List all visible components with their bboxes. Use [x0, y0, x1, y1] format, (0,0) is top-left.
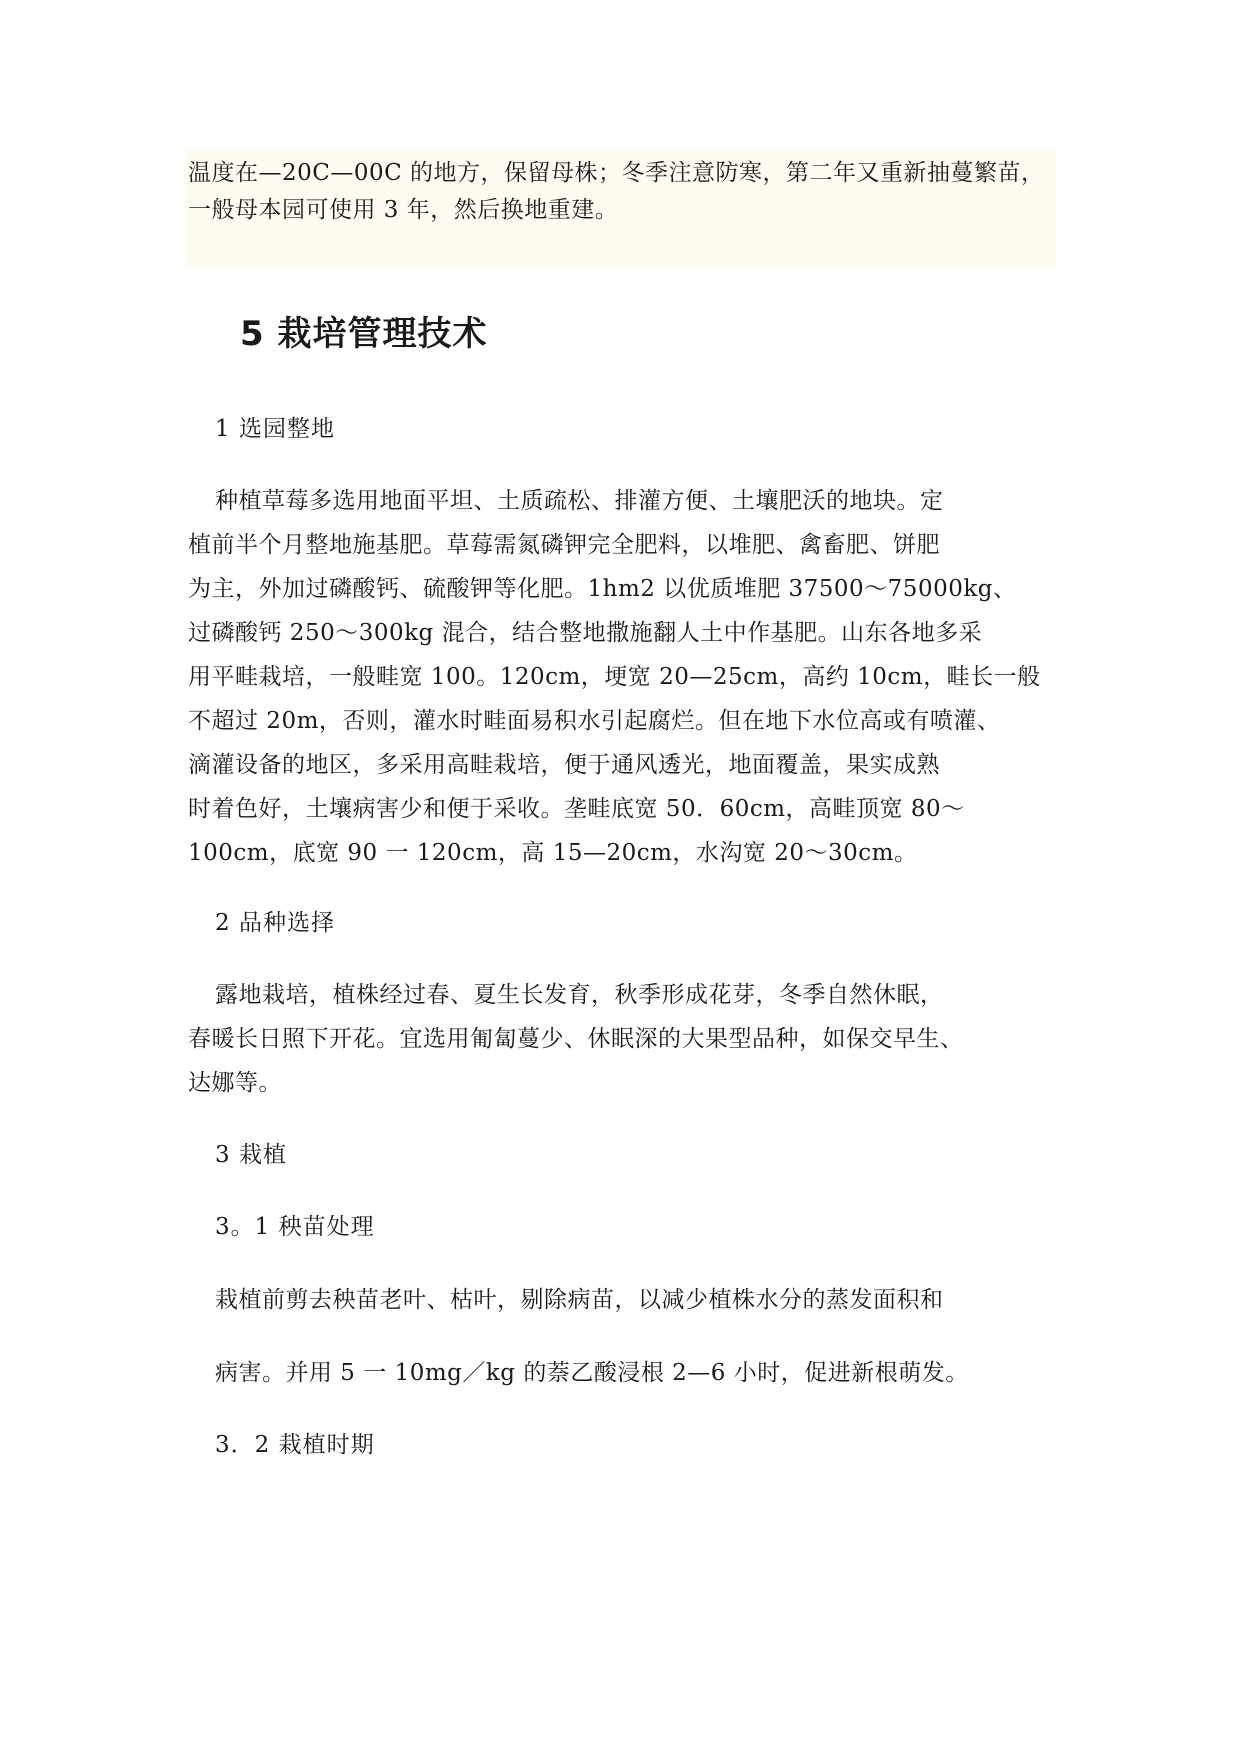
section-title: 5 栽培管理技术 — [240, 314, 488, 354]
paragraph-line: 滴灌设备的地区，多采用高畦栽培，便于通风透光，地面覆盖，果实成熟 — [188, 752, 940, 778]
intro-line-1: 温度在—20C—00C 的地方，保留母株；冬季注意防寒，第二年又重新抽蔓繁苗， — [188, 160, 1045, 186]
subsection-heading-2: 2 品种选择 — [215, 910, 335, 936]
paragraph-line: 病害。并用 5 一 10mg／kg 的萘乙酸浸根 2—6 小时，促进新根萌发。 — [215, 1360, 969, 1386]
paragraph-line: 种植草莓多选用地面平坦、土质疏松、排灌方便、土壤肥沃的地块。定 — [215, 488, 944, 514]
paragraph-line: 用平畦栽培，一般畦宽 100。120cm，埂宽 20—25cm，高约 10cm，畦长一般 — [188, 664, 1041, 690]
subsection-heading-1: 1 选园整地 — [215, 416, 335, 442]
paragraph-line: 不超过 20m，否则，灌水时畦面易积水引起腐烂。但在地下水位高或有喷灌、 — [188, 708, 1001, 734]
paragraph-line: 100cm，底宽 90 一 120cm，高 15—20cm，水沟宽 20～30cm。 — [188, 840, 918, 866]
paragraph-line: 时着色好，土壤病害少和便于采收。垄畦底宽 50．60cm，高畦顶宽 80～ — [188, 796, 965, 822]
paragraph-line: 露地栽培，植株经过春、夏生长发育，秋季形成花芽，冬季自然休眠， — [215, 982, 944, 1008]
paragraph-line: 为主，外加过磷酸钙、硫酸钾等化肥。1hm2 以优质堆肥 37500～75000kg、 — [188, 576, 1017, 602]
intro-line-2: 一般母本园可使用 3 年，然后换地重建。 — [188, 197, 619, 223]
paragraph-line: 春暖长日照下开花。宜选用匍匐蔓少、休眠深的大果型品种，如保交早生、 — [188, 1026, 964, 1052]
subsection-heading-3-1: 3。1 秧苗处理 — [215, 1214, 375, 1240]
paragraph-line: 植前半个月整地施基肥。草莓需氮磷钾完全肥料，以堆肥、禽畜肥、饼肥 — [188, 532, 940, 558]
subsection-heading-3-2: 3．2 栽植时期 — [215, 1432, 375, 1458]
paragraph-line: 达娜等。 — [188, 1070, 282, 1096]
subsection-heading-3: 3 栽植 — [215, 1142, 287, 1168]
paragraph-line: 栽植前剪去秧苗老叶、枯叶，剔除病苗，以减少植株水分的蒸发面积和 — [215, 1287, 944, 1313]
paragraph-line: 过磷酸钙 250～300kg 混合，结合整地撒施翻人土中作基肥。山东各地多采 — [188, 620, 983, 646]
